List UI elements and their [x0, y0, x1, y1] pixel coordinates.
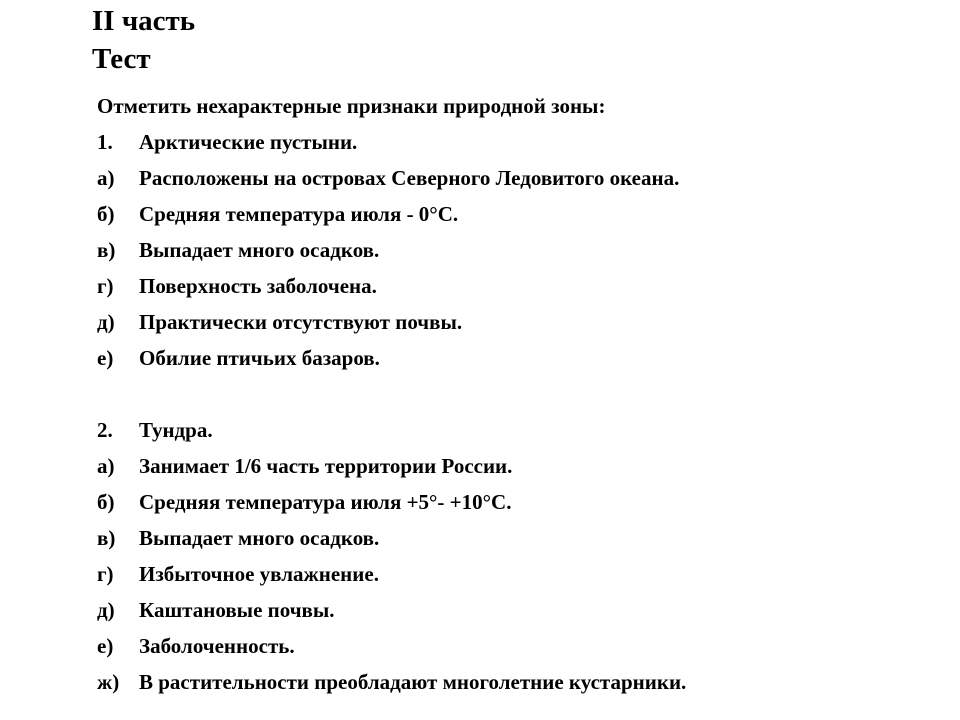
option-marker: г): [97, 274, 114, 298]
test-content: [97, 88, 937, 700]
option-text: Средняя температура июля - 0°С.: [139, 202, 459, 226]
section-heading-tundra: [97, 412, 937, 448]
option-text: Практически отсутствуют почвы.: [139, 310, 463, 334]
option-marker: в): [97, 238, 116, 262]
option-item: [97, 484, 937, 520]
option-item: [97, 160, 937, 196]
option-text: Поверхность заболочена.: [139, 274, 377, 298]
option-item: [97, 268, 937, 304]
section-heading-arctic: [97, 124, 937, 160]
option-marker: б): [97, 490, 115, 514]
section-heading-text: Арктические пустыни.: [139, 130, 358, 154]
option-marker: д): [97, 598, 115, 622]
slide-title: [92, 2, 195, 78]
option-marker: в): [97, 526, 116, 550]
option-text: Обилие птичьих базаров.: [139, 346, 380, 370]
section-number: 1.: [97, 130, 113, 154]
option-text: Выпадает много осадков.: [139, 238, 380, 262]
option-text: Каштановые почвы.: [139, 598, 335, 622]
option-item: [97, 520, 937, 556]
option-marker: е): [97, 634, 114, 658]
section-heading-text: Тундра.: [139, 418, 213, 442]
option-text: Выпадает много осадков.: [139, 526, 380, 550]
option-marker: д): [97, 310, 115, 334]
option-text: Избыточное увлажнение.: [139, 562, 379, 586]
option-marker: ж): [97, 670, 120, 694]
option-text: Занимает 1/6 часть территории России.: [139, 454, 513, 478]
title-part: II часть: [92, 5, 196, 37]
option-marker: а): [97, 454, 115, 478]
instruction: Отметить нехарактерные признаки природной зоны:: [97, 94, 606, 118]
option-item: [97, 664, 937, 700]
option-text: Расположены на островах Северного Ледовитого океана.: [139, 166, 680, 190]
option-marker: б): [97, 202, 115, 226]
option-item: [97, 556, 937, 592]
option-text: Заболоченность.: [139, 634, 295, 658]
option-item: [97, 592, 937, 628]
option-marker: г): [97, 562, 114, 586]
option-item: [97, 232, 937, 268]
option-item: [97, 628, 937, 664]
option-item: [97, 448, 937, 484]
option-item: [97, 196, 937, 232]
title-test: Тест: [92, 43, 151, 75]
option-text: Средняя температура июля +5°- +10°С.: [139, 490, 512, 514]
section-spacer: [97, 376, 937, 412]
option-item: [97, 304, 937, 340]
option-text: В растительности преобладают многолетние кустарники.: [139, 670, 687, 694]
section-number: 2.: [97, 418, 113, 442]
option-marker: е): [97, 346, 114, 370]
option-marker: а): [97, 166, 115, 190]
option-item: [97, 340, 937, 376]
